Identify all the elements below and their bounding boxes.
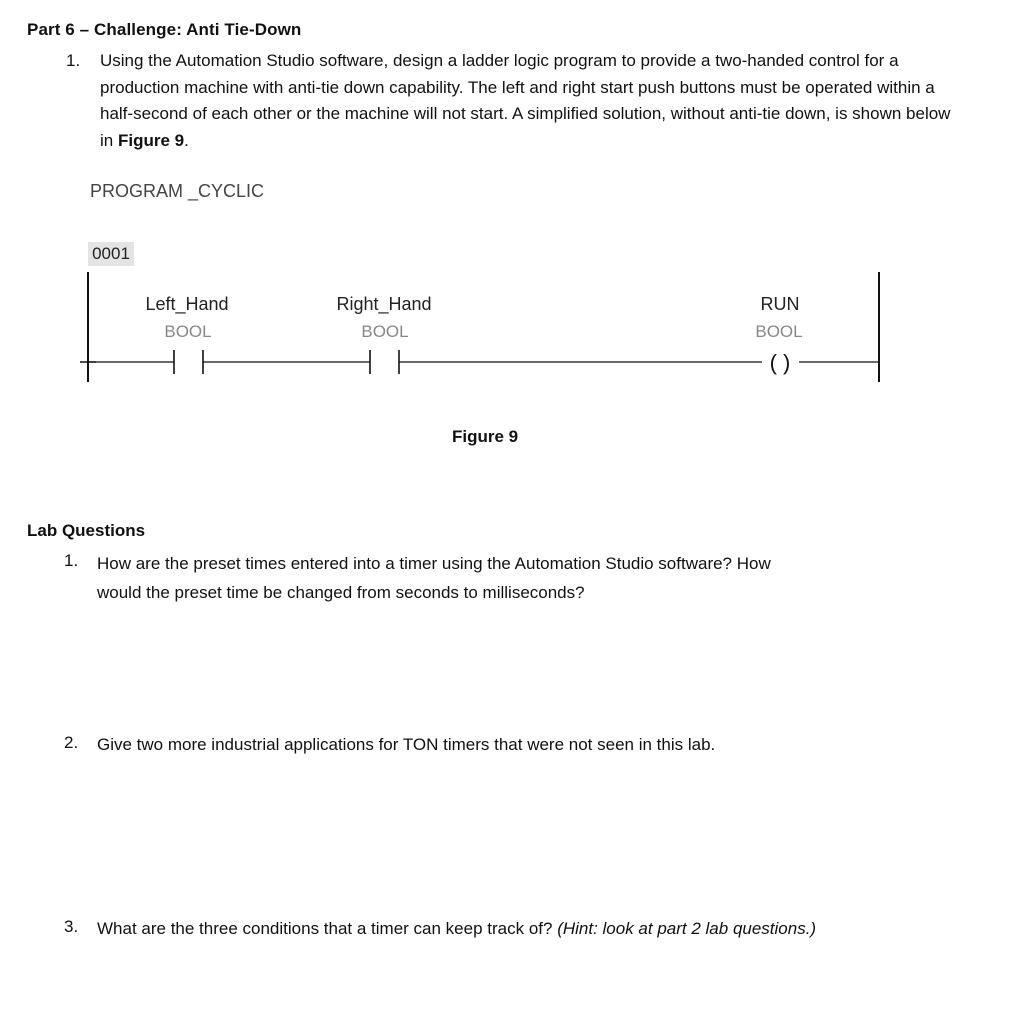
question2-text: Give two more industrial applications for TON timers that were not seen in this lab. [97,735,716,754]
coil-type: BOOL [755,322,803,341]
question2-number: 2. [64,733,79,752]
program-cyclic-label: PROGRAM _CYCLIC [90,181,265,201]
part6-item-body: Using the Automation Studio software, design a ladder logic program to provide a two-handed control for a production machine with anti-tie down capability. The left and right start push buttons must be operated within a half-second of each other or the machine will not start. A simplified solution, without anti-tie down, is shown below in [100,51,951,150]
ladder-diagram [0,0,1014,420]
part6-item-number: 1. [66,51,81,70]
contact1-name: Left_Hand [145,294,229,314]
question1-line2: would the preset time be changed from seconds to milliseconds? [97,583,585,602]
part6-heading: Part 6 – Challenge: Anti Tie-Down [27,20,302,39]
rung-number: 0001 [88,242,134,266]
question3-number: 3. [64,917,79,936]
question1-text [97,549,977,607]
question3-text [97,914,977,943]
lab-questions-heading: Lab Questions [27,521,146,540]
left-hand-contact [174,350,203,374]
contact2-name: Right_Hand [336,294,432,314]
question3-hint: (Hint: look at part 2 lab questions.) [557,919,817,938]
figure-caption: Figure 9 [452,427,519,446]
part6-item-end: . [184,130,189,150]
question3-body: What are the three conditions that a timer can keep track of? [97,919,558,938]
question1-line1: How are the preset times entered into a timer using the Automation Studio software? How [97,554,771,573]
contact1-type: BOOL [164,322,212,341]
question1-number: 1. [64,551,79,570]
coil-name: RUN [760,294,800,314]
right-hand-contact [370,350,399,374]
contact2-type: BOOL [361,322,409,341]
figure-reference: Figure 9 [117,130,185,150]
run-coil-symbol: ( ) [769,350,791,375]
